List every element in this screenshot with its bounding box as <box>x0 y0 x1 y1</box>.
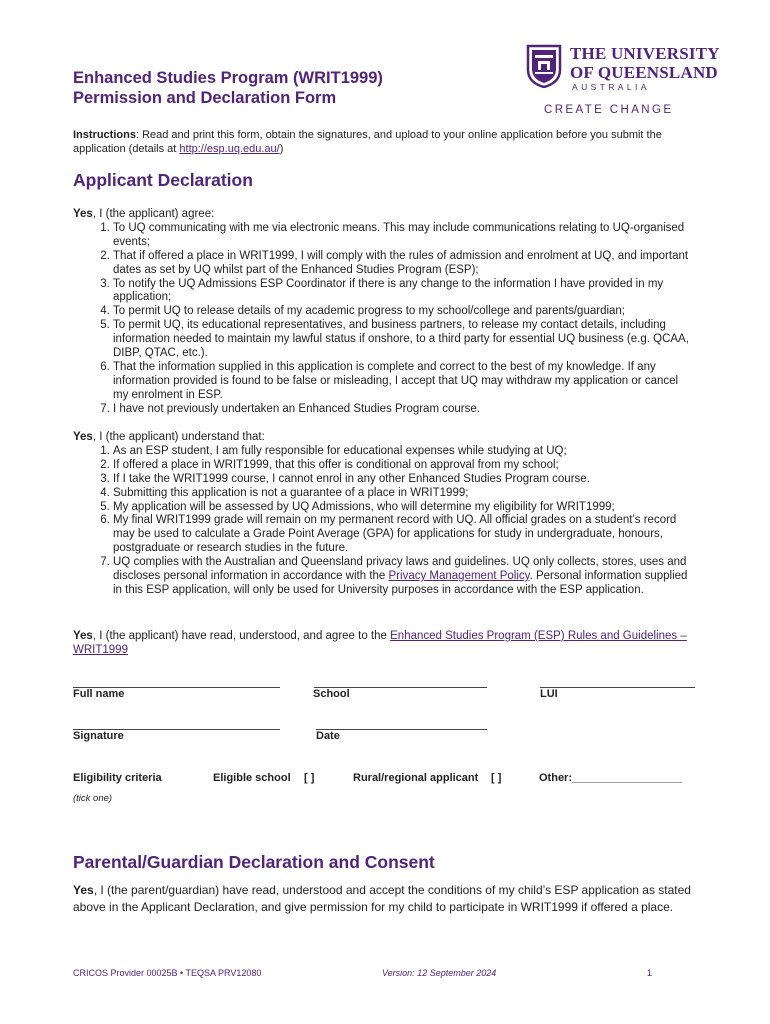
understand-item: 3. If I take the WRIT1999 course, I cannot enrol in any other Enhanced Studies Program course. <box>113 473 693 487</box>
other-field[interactable]: Other:__________________ <box>539 772 683 784</box>
understand-section <box>73 431 693 598</box>
understand-item: 1. As an ESP student, I am fully responsible for educational expenses while studying at UQ; <box>113 445 693 459</box>
uq-logo <box>526 44 726 124</box>
parent-statement <box>73 882 698 915</box>
instructions-label: Instructions <box>73 129 136 141</box>
title-line-1: Enhanced Studies Program (WRIT1999) <box>73 69 383 87</box>
understand-list <box>73 445 693 598</box>
understand-item: 5. My application will be assessed by UQ Admissions, who will determine my eligibility for WRIT1999; <box>113 501 693 515</box>
logo-line-2: OF QUEENSLAND <box>570 63 718 82</box>
lui-line[interactable] <box>540 687 695 688</box>
agree-intro-text: , I (the applicant) agree: <box>92 208 215 220</box>
item7-before: UQ complies with the Australian and Queensland privacy laws and guidelines. UQ only collects, stores, uses and discloses personal information in accordance with the <box>113 556 687 583</box>
form-title <box>73 68 383 108</box>
understand-intro <box>73 431 693 445</box>
esp-rules-link[interactable]: Enhanced Studies Program (ESP) Rules and Guidelines – WRIT1999 <box>73 630 687 656</box>
instructions <box>73 128 703 156</box>
instructions-end: ) <box>279 143 284 155</box>
agree-item: 4. To permit UQ to release details of my academic progress to my school/college and parents/guardian; <box>113 305 693 319</box>
date-label: Date <box>316 730 340 742</box>
agree-section <box>73 208 693 417</box>
understand-item: 4. Submitting this application is not a guarantee of a place in WRIT1999; <box>113 487 693 501</box>
read-agree-statement <box>73 630 698 658</box>
eligible-school-checkbox[interactable]: [ ] <box>304 772 315 784</box>
understand-intro-text: , I (the applicant) understand that: <box>92 431 265 443</box>
read-yes: Yes <box>73 630 93 642</box>
agree-item: 3. To notify the UQ Admissions ESP Coordinator if there is any change to the information I have provided in my application; <box>113 278 693 306</box>
page-number: 1 <box>647 968 653 978</box>
title-line-2: Permission and Declaration Form <box>73 89 337 107</box>
logo-line-3: AUSTRALIA <box>572 82 650 92</box>
agree-item: 1. To UQ communicating with me via electronic means. This may include communications relating to UQ-organised events; <box>113 222 693 250</box>
item7-after: . Personal information supplied in this ESP application, will only be used for University purposes in accordance with the ESP application. <box>113 570 688 596</box>
agree-yes: Yes <box>73 208 93 220</box>
logo-line-1: THE UNIVERSITY <box>570 44 720 63</box>
instructions-text: : Read and print this form, obtain the signatures, and upload to your online application before you submit the application (details at <box>73 129 662 155</box>
rural-applicant-label: Rural/regional applicant <box>353 772 479 784</box>
signature-label: Signature <box>73 730 124 742</box>
esp-website-link[interactable]: http://esp.uq.edu.au/ <box>179 143 280 155</box>
school-label: School <box>313 688 350 700</box>
eligibility-criteria-label: Eligibility criteria <box>73 772 162 784</box>
agree-item: 7. I have not previously undertaken an Enhanced Studies Program course. <box>113 403 693 417</box>
read-text: , I (the applicant) have read, understood, and agree to the <box>92 630 391 642</box>
parent-declaration-heading: Parental/Guardian Declaration and Consent <box>73 852 435 872</box>
understand-item-privacy <box>113 556 693 598</box>
applicant-declaration-heading: Applicant Declaration <box>73 170 253 190</box>
agree-intro <box>73 208 693 222</box>
footer-cricos: CRICOS Provider 00025B • TEQSA PRV12080 <box>73 968 262 978</box>
understand-item: 6. My final WRIT1999 grade will remain on my permanent record with UQ. All official grades on a student’s record may be used to calculate a Grade Point Average (GPA) for applications for study in undergraduate, honours, postgraduate or research studies in the future. <box>113 514 693 556</box>
eligible-school-label: Eligible school <box>213 772 291 784</box>
understand-yes: Yes <box>73 431 93 443</box>
rural-applicant-checkbox[interactable]: [ ] <box>491 772 502 784</box>
full-name-label: Full name <box>73 688 125 700</box>
parent-text: , I (the parent/guardian) have read, understood and accept the conditions of my child’s ESP application as stated above in the Applicant Declaration, and give permission for my child to participate in WRIT1999 if offered a place. <box>73 883 691 914</box>
agree-item: 6. That the information supplied in this application is complete and correct to the best of my knowledge. If any information provided is found to be false or misleading, I accept that UQ may withdraw my application or cancel my enrolment in ESP. <box>113 361 693 403</box>
footer-version: Version: 12 September 2024 <box>382 968 497 978</box>
agree-list <box>73 222 693 417</box>
logo-tagline: CREATE CHANGE <box>544 104 674 116</box>
agree-item: 2. That if offered a place in WRIT1999, I will comply with the rules of admission and enrolment at UQ, and important dates as set by UQ whilst part of the Enhanced Studies Program (ESP); <box>113 250 693 278</box>
parent-yes: Yes <box>73 883 94 897</box>
lui-label: LUI <box>540 688 558 700</box>
privacy-policy-link[interactable]: Privacy Management Policy <box>388 570 530 583</box>
agree-item: 5. To permit UQ, its educational representatives, and business partners, to release my contact details, including information needed to maintain my lawful status if onshore, to a third party for essential UQ business (e.g. QCAA, DIBP, QTAC, etc.). <box>113 319 693 361</box>
date-line[interactable] <box>316 729 487 730</box>
tick-one-note: (tick one) <box>73 793 113 804</box>
uq-crest-icon <box>526 44 562 88</box>
understand-item: 2. If offered a place in WRIT1999, that this offer is conditional on approval from my school; <box>113 459 693 473</box>
